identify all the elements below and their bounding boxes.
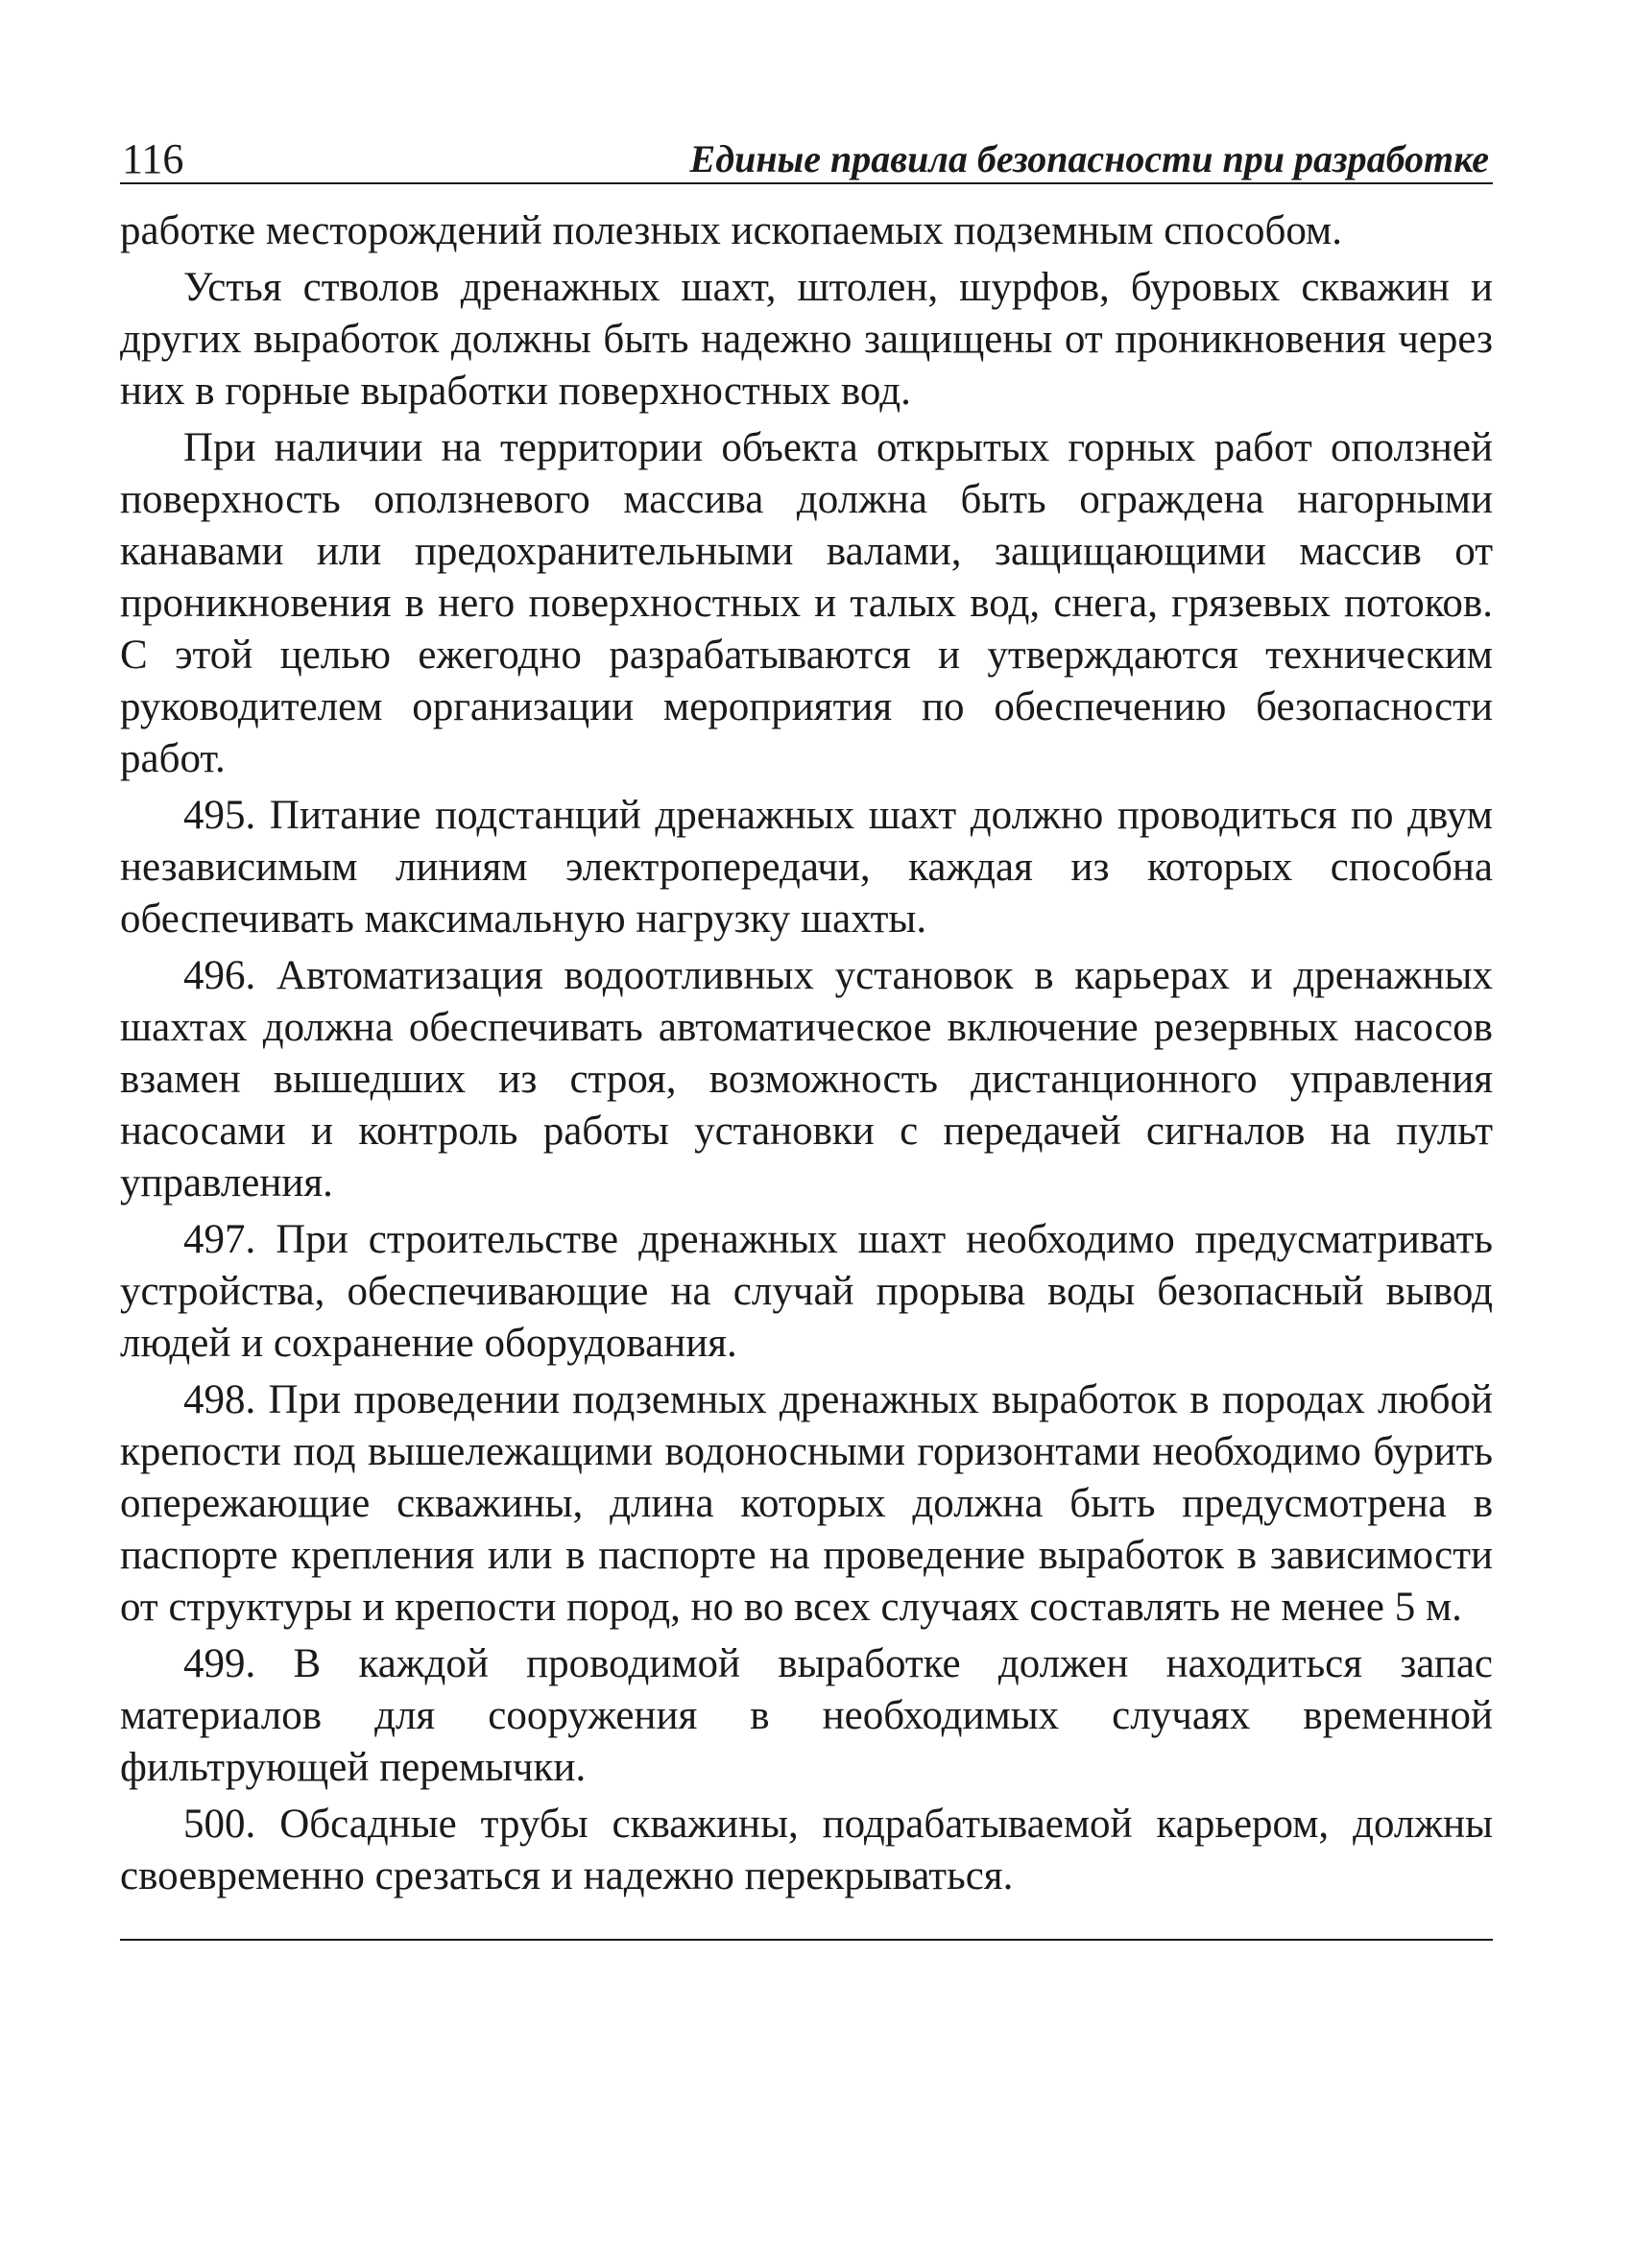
paragraph-drainage-shaft-mouths: Устья стволов дренажных шахт, штолен, шурфов, буровых скважин и других выработок должны быть надежно защищены от проникновения через них в горные выработки поверхностных вод. [120,265,1493,414]
paragraph-499: 499. В каждой проводимой выработке должен находиться запас материалов для сооружения в необходимых случаях временной фильтрующей перемычки. [120,1641,1493,1790]
running-title: Единые правила безопасности при разработке [689,137,1489,180]
paragraph-497: 497. При строительстве дренажных шахт необходимо предусматривать устройства, обеспечивающие на случай прорыва воды безопасный вывод людей и сохранение оборудования. [120,1217,1493,1366]
body-text [120,205,1493,1902]
paragraph-continuation: работке месторождений полезных ископаемых подземным способом. [120,208,1342,253]
paragraph-496: 496. Автоматизация водоотливных установок в карьерах и дренажных шахтах должна обеспечивать автоматическое включение резервных насосов взамен вышедших из строя, возможность дистанционного управления насосами и контроль работы установки с передачей сигналов на пульт управления. [120,953,1493,1206]
paragraph-498: 498. При проведении подземных дренажных выработок в породах любой крепости под вышележащими водоносными горизонтами необходимо бурить опережающие скважины, длина которых должна быть предусмотрена в паспорте крепления или в паспорте на проведение выработок в зависимости от структуры и крепости пород, но во всех случаях составлять не менее 5 м. [120,1377,1493,1630]
paragraph-500: 500. Обсадные трубы скважины, подрабатываемой карьером, должны своевременно срезаться и надежно перекрываться. [120,1802,1493,1898]
section-end-rule [120,1939,1493,1941]
paragraph-495: 495. Питание подстанций дренажных шахт должно проводиться по двум независимым линиям электропередачи, каждая из которых способна обеспечивать максимальную нагрузку шахты. [120,793,1493,942]
running-header [120,125,1493,184]
page-number: 116 [122,135,184,182]
paragraph-landslide-protection: При наличии на территории объекта открытых горных работ оползней поверхность оползневого массива должна быть ограждена нагорными канавами или предохранительными валами, защищающими массив от проникновения в него поверхностных и талых вод, снега, грязевых потоков. С этой целью ежегодно разрабатываются и утверждаются техническим руководителем организации мероприятия по обеспечению безопасности работ. [120,425,1493,781]
book-page [120,125,1493,1941]
